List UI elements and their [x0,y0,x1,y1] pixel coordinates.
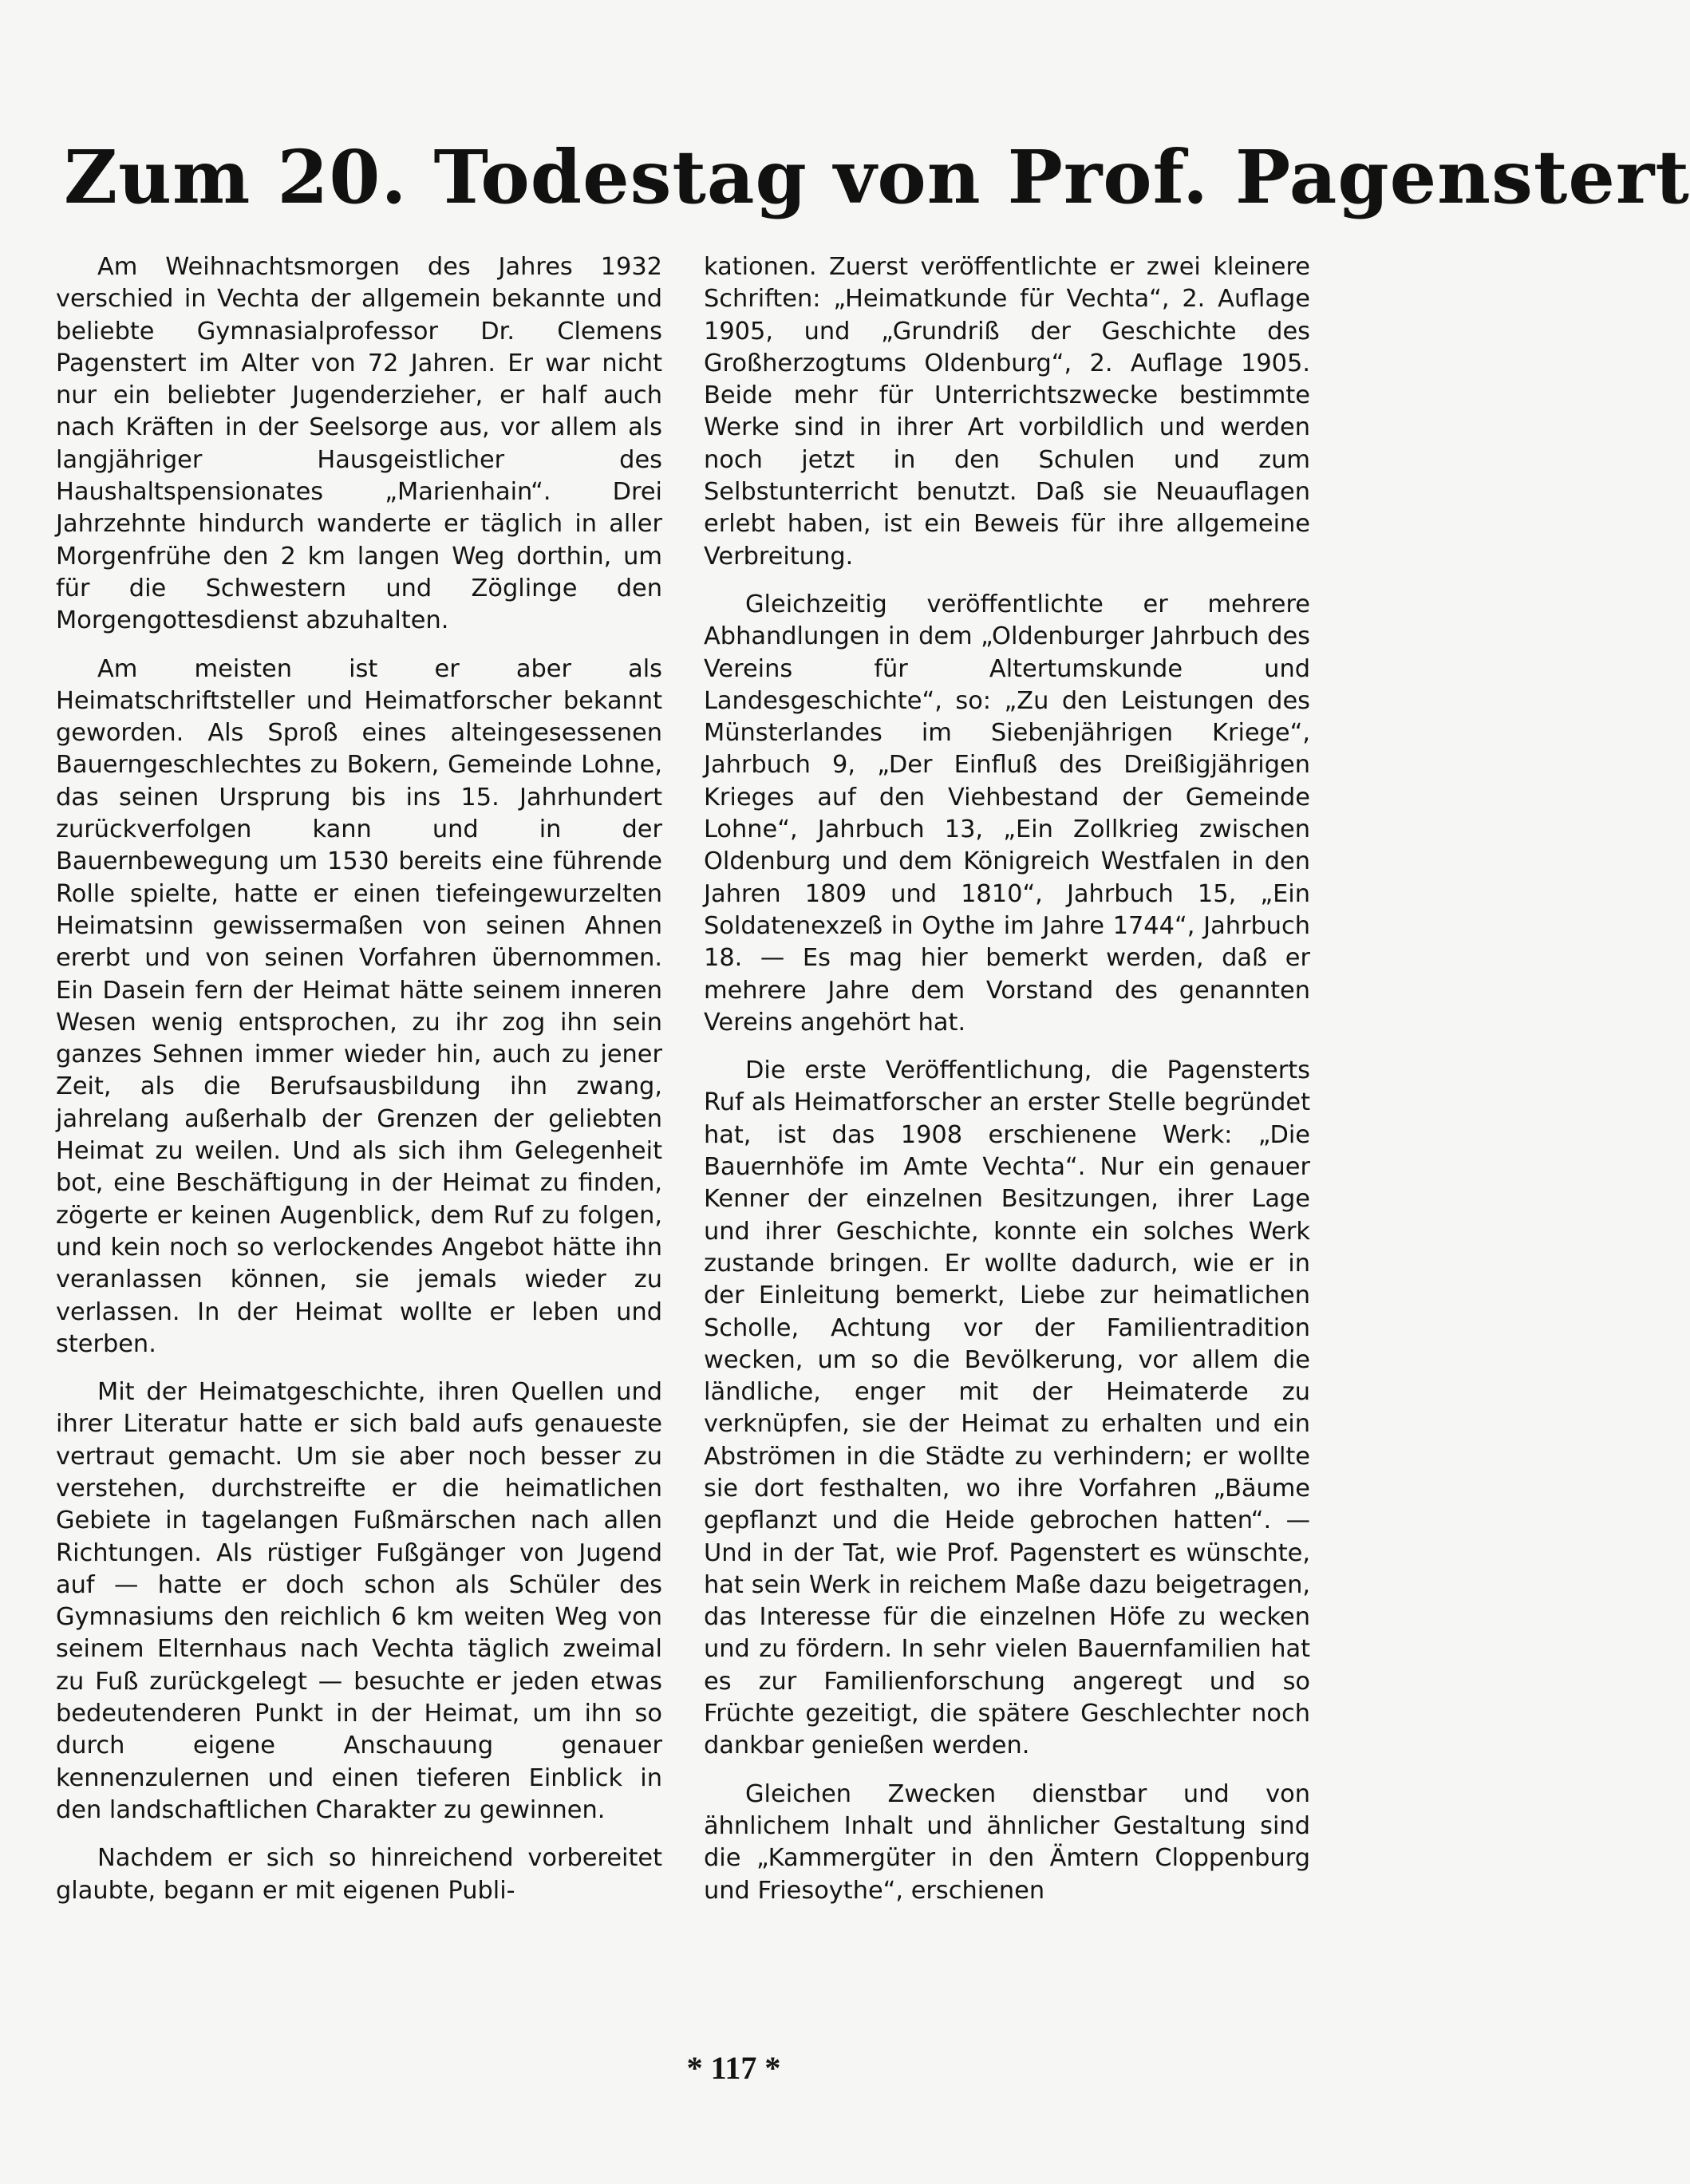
paragraph: Am Weihnachtsmorgen des Jahres 1932 verschied in Vechta der allgemein bekannte und beliebte Gymnasialprofessor Dr. Clemens Pagenstert im Alter von 72 Jahren. Er war nicht nur ein beliebter Jugenderzieher, er half auch nach Kräften in der Seelsorge aus, vor allem als langjähriger Hausgeistlicher des Haushaltspensionates „Marienhain“. Drei Jahrzehnte hindurch wanderte er täglich in aller Morgenfrühe den 2 km langen Weg dorthin, um für die Schwestern und Zöglinge den Morgengottesdienst abzuhalten. [56,253,662,635]
paragraph: Am meisten ist er aber als Heimatschriftsteller und Heimatforscher bekannt geworden. Als Sproß eines alteingesessenen Bauerngeschlechtes zu Bokern, Gemeinde Lohne, das seinen Ursprung bis ins 15. Jahrhundert zurückverfolgen kann und in der Bauernbewegung um 1530 bereits eine führende Rolle spielte, hatte er einen tiefeingewurzelten Heimatsinn gewissermaßen von seinen Ahnen ererbt und von seinen Vorfahren übernommen. Ein Dasein fern der Heimat hätte seinem inneren Wesen wenig entsprochen, zu ihr zog ihn sein ganzes Sehnen immer wieder hin, auch zu jener Zeit, als die Berufsausbildung ihn zwang, jahrelang außerhalb der Grenzen der geliebten Heimat zu weilen. Und als sich ihm Gelegenheit bot, eine Beschäftigung in der Heimat zu finden, zögerte er keinen Augenblick, dem Ruf zu folgen, und kein noch so verlockendes Angebot hätte ihn veranlassen können, sie jemals wieder zu verlassen. In der Heimat wollte er leben und sterben. [56,654,662,1358]
page-number: * 117 * [686,2050,781,2086]
paragraph: Nachdem er sich so hinreichend vorbereitet glaubte, begann er mit eigenen Publi- [56,1844,662,1905]
text-column-right [704,251,1310,1907]
article-title: Zum 20. Todestag von Prof. Pagenstert [64,134,1690,220]
paragraph: Gleichen Zwecken dienstbar und von ähnlichem Inhalt und ähnlicher Gestaltung sind die „Kammergüter in den Ämtern Cloppenburg und Friesoythe“, erschienen [704,1779,1310,1905]
text-column-left [56,251,662,1907]
paragraph-continued: kationen. Zuerst veröffentlichte er zwei kleinere Schriften: „Heimatkunde für Vechta“, 2. Auflage 1905, und „Grundriß der Geschichte des Großherzogtums Oldenburg“, 2. Auflage 1905. Beide mehr für Unterrichtszwecke bestimmte Werke sind in ihrer Art vorbildlich und werden noch jetzt in den Schulen und zum Selbstunterricht benutzt. Daß sie Neuauflagen erlebt haben, ist ein Beweis für ihre allgemeine Verbreitung. [704,253,1310,571]
paragraph: Mit der Heimatgeschichte, ihren Quellen und ihrer Literatur hatte er sich bald aufs genaueste vertraut gemacht. Um sie aber noch besser zu verstehen, durchstreifte er die heimatlichen Gebiete in tagelangen Fußmärschen nach allen Richtungen. Als rüstiger Fußgänger von Jugend auf — hatte er doch schon als Schüler des Gymnasiums den reichlich 6 km weiten Weg von seinem Elternhaus nach Vechta täglich zweimal zu Fuß zurückgelegt — besuchte er jeden etwas bedeutenderen Punkt in der Heimat, um ihn so durch eigene Anschauung genauer kennenzulernen und einen tieferen Einblick in den landschaftlichen Charakter zu gewinnen. [56,1378,662,1824]
paragraph: Die erste Veröffentlichung, die Pagensterts Ruf als Heimatforscher an erster Stelle begründet hat, ist das 1908 erschienene Werk: „Die Bauernhöfe im Amte Vechta“. Nur ein genauer Kenner der einzelnen Besitzungen, ihrer Lage und ihrer Geschichte, konnte ein solches Werk zustande bringen. Er wollte dadurch, wie er in der Einleitung bemerkt, Liebe zur heimatlichen Scholle, Achtung vor der Familientradition wecken, um so die Bevölkerung, vor allem die ländliche, enger mit der Heimaterde zu verknüpfen, sie der Heimat zu erhalten und ein Abströmen in die Städte zu verhindern; er wollte sie dort festhalten, wo ihre Vorfahren „Bäume gepflanzt und die Heide gebrochen hatten“. — Und in der Tat, wie Prof. Pagenstert es wünschte, hat sein Werk in reichem Maße dazu beigetragen, das Interesse für die einzelnen Höfe zu wecken und zu fördern. In sehr vielen Bauernfamilien hat es zur Familienforschung angeregt und so Früchte gezeitigt, die spätere Geschlechter noch dankbar genießen werden. [704,1056,1310,1760]
paragraph: Gleichzeitig veröffentlichte er mehrere Abhandlungen in dem „Oldenburger Jahrbuch des Vereins für Altertumskunde und Landesgeschichte“, so: „Zu den Leistungen des Münsterlandes im Siebenjährigen Kriege“, Jahrbuch 9, „Der Einfluß des Dreißigjährigen Krieges auf den Viehbestand der Gemeinde Lohne“, Jahrbuch 13, „Ein Zollkrieg zwischen Oldenburg und dem Königreich Westfalen in den Jahren 1809 und 1810“, Jahrbuch 15, „Ein Soldatenexzeß in Oythe im Jahre 1744“, Jahrbuch 18. — Es mag hier bemerkt werden, daß er mehrere Jahre dem Vorstand des genannten Vereins angehört hat. [704,590,1310,1037]
